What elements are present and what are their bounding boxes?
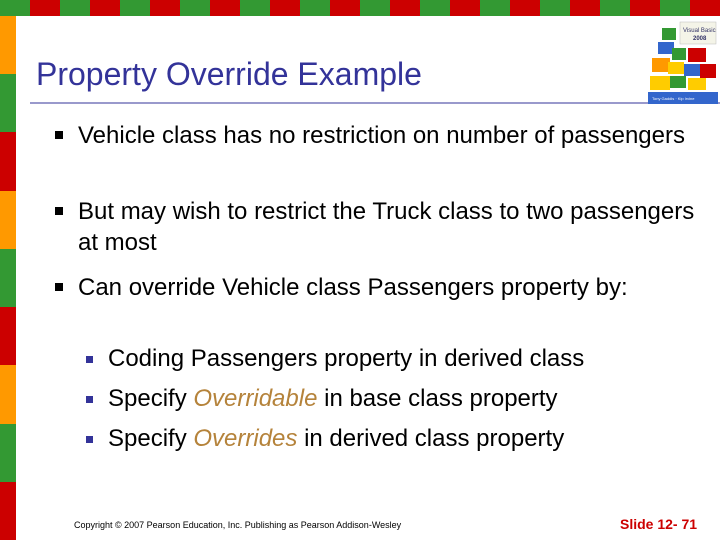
sub-bullet-text: in derived class property [297, 425, 565, 452]
sub-bullet-marker [86, 356, 93, 363]
keyword-overridable: Overridable [193, 385, 318, 412]
bullet-marker [55, 131, 63, 139]
sub-bullet-item [108, 423, 708, 454]
logo-line-1: Visual Basic [683, 28, 716, 34]
left-color-strip [0, 16, 16, 540]
logo-caption: Tony Gaddis · Kip Irvine [652, 96, 695, 101]
sub-bullet-item [108, 383, 708, 414]
sub-bullet-marker [86, 436, 93, 443]
sub-bullet-text: Specify [108, 425, 194, 452]
sub-bullet-marker [86, 396, 93, 403]
bullet-marker [55, 207, 63, 215]
title-divider [30, 102, 720, 104]
sub-bullet-item [108, 343, 708, 374]
book-cover-logo [648, 18, 718, 104]
slide-number: Slide 12- 71 [620, 516, 698, 532]
footer-copyright: Copyright © 2007 Pearson Education, Inc. Publishing as Pearson Addison-Wesley [74, 520, 402, 530]
slide-title: Property Override Example [36, 56, 422, 92]
bullet-marker [55, 283, 63, 291]
top-color-strip [0, 0, 720, 16]
sub-bullet-text: Specify [108, 385, 194, 412]
bullet-item: But may wish to restrict the Truck class to two passengers at most [78, 198, 695, 256]
keyword-overrides: Overrides [193, 425, 298, 452]
sub-bullet-text: in base class property [317, 385, 558, 412]
bullet-item: Vehicle class has no restriction on number of passengers [78, 122, 685, 149]
logo-line-2: 2008 [693, 36, 707, 42]
bullet-item: Can override Vehicle class Passengers property by: [78, 274, 628, 301]
sub-bullet-text: Coding Passengers property in derived class [108, 345, 585, 372]
